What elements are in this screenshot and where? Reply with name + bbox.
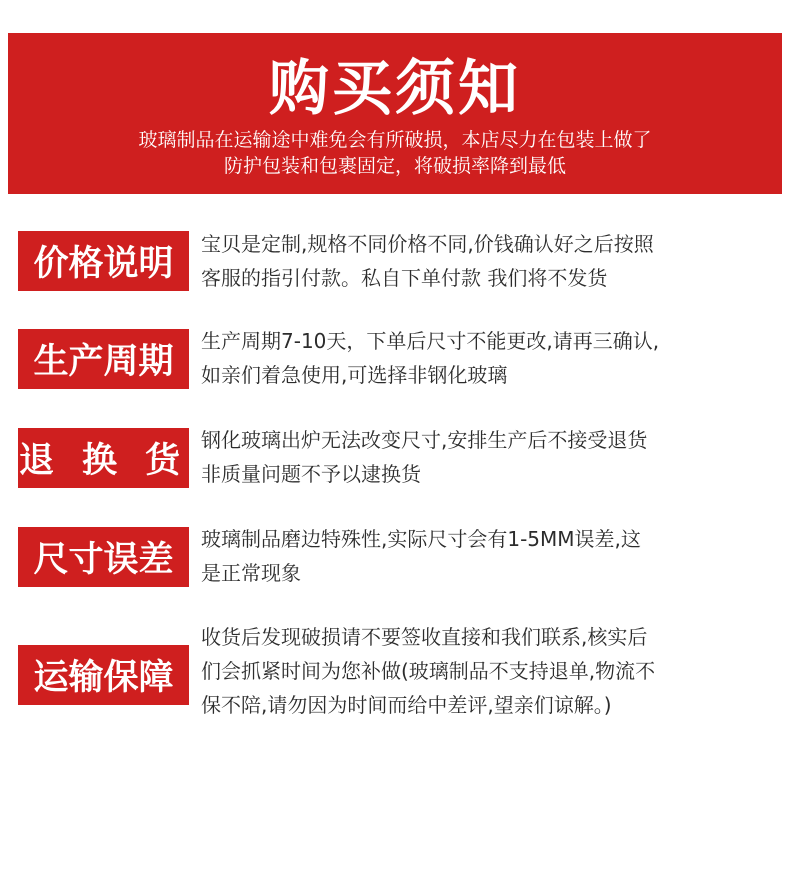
text-line: 是正常现象 — [201, 561, 301, 585]
text-line: 保不陪,请勿因为时间而给中差评,望亲们谅解。) — [201, 693, 612, 717]
banner-subtitle-line: 玻璃制品在运输途中难免会有所破损，本店尽力在包装上做了 — [138, 129, 652, 151]
section-label-production-cycle: 生产周期 — [18, 329, 189, 389]
section-text-production-cycle — [201, 324, 783, 392]
section-label-returns: 退 换 货 — [18, 428, 189, 488]
notice-banner — [8, 33, 782, 194]
text-line: 玻璃制品磨边特殊性,实际尺寸会有1-5MM误差,这 — [201, 527, 641, 551]
section-label-size-tolerance: 尺寸误差 — [18, 527, 189, 587]
banner-subtitle — [8, 127, 782, 179]
text-line: 生产周期7-10天，下单后尺寸不能更改,请再三确认, — [201, 329, 660, 353]
text-line: 宝贝是定制,规格不同价格不同,价钱确认好之后按照 — [201, 232, 654, 256]
section-text-shipping-guarantee — [201, 620, 783, 722]
text-line: 客服的指引付款。私自下单付款 我们将不发货 — [201, 266, 608, 290]
banner-subtitle-line: 防护包装和包裹固定，将破损率降到最低 — [223, 155, 566, 177]
section-text-pricing — [201, 227, 783, 295]
text-line: 们会抓紧时间为您补做(玻璃制品不支持退单,物流不 — [201, 659, 656, 683]
text-line: 钢化玻璃出炉无法改变尺寸,安排生产后不接受退货 — [201, 428, 648, 452]
section-text-size-tolerance — [201, 522, 783, 590]
banner-title: 购买须知 — [269, 54, 521, 124]
text-line: 非质量问题不予以逮换货 — [201, 462, 421, 486]
text-line: 收货后发现破损请不要签收直接和我们联系,核实后 — [201, 625, 648, 649]
section-label-shipping-guarantee: 运输保障 — [18, 645, 189, 705]
section-label-pricing: 价格说明 — [18, 231, 189, 291]
section-text-returns — [201, 423, 783, 491]
text-line: 如亲们着急使用,可选择非钢化玻璃 — [201, 363, 508, 387]
